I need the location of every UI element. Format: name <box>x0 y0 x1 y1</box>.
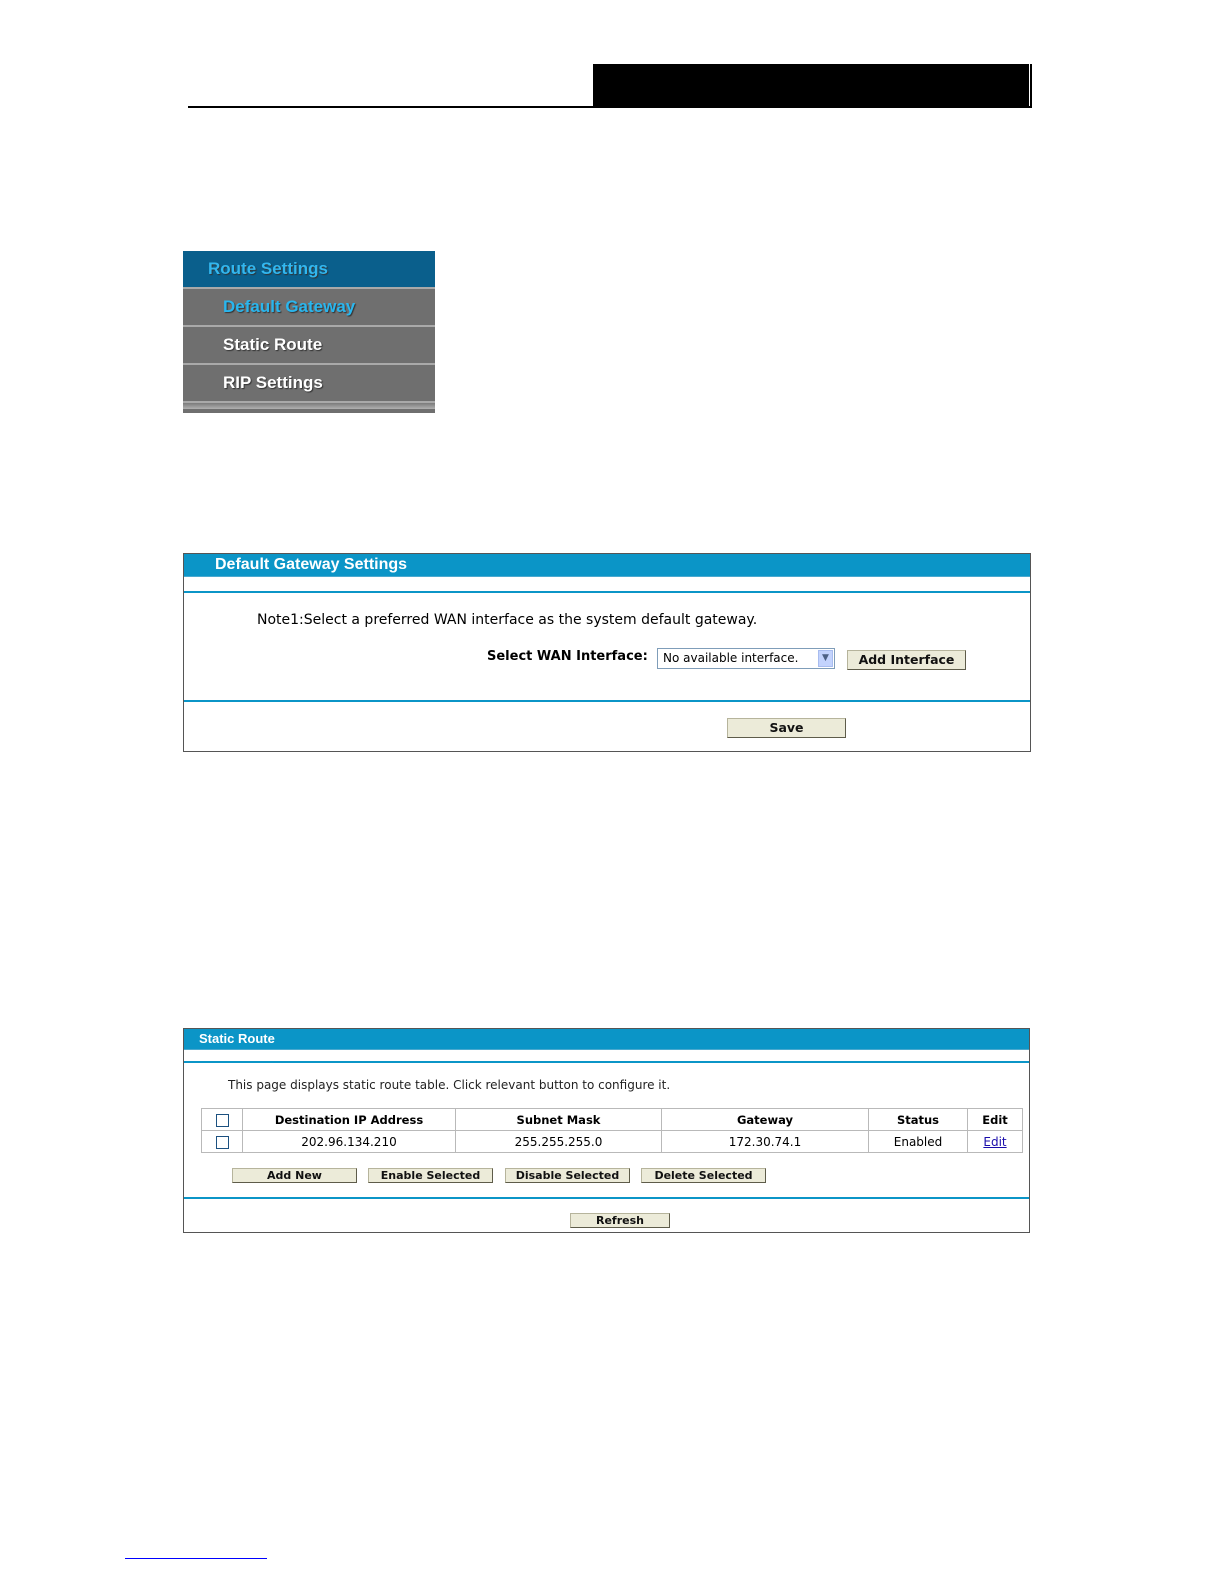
document-header-bar <box>593 64 1027 107</box>
add-interface-button[interactable]: Add Interface <box>847 650 966 670</box>
destination-cell: 202.96.134.210 <box>243 1131 456 1153</box>
menu-header-route-settings[interactable]: Route Settings <box>183 251 435 289</box>
wan-interface-select[interactable] <box>657 648 835 669</box>
enable-selected-button[interactable]: Enable Selected <box>368 1168 493 1183</box>
column-header: Subnet Mask <box>456 1109 662 1131</box>
table-row <box>202 1131 1023 1153</box>
column-header: Status <box>869 1109 968 1131</box>
row-checkbox[interactable] <box>216 1136 229 1149</box>
footnote-rule <box>125 1558 267 1559</box>
panel-divider <box>184 577 1030 593</box>
panel-divider <box>184 1050 1029 1063</box>
menu-bottom-edge <box>183 403 435 409</box>
column-header: Gateway <box>662 1109 869 1131</box>
panel-footer-divider <box>184 1197 1029 1199</box>
disable-selected-button[interactable]: Disable Selected <box>505 1168 630 1183</box>
table-header-row <box>202 1109 1023 1131</box>
chevron-down-icon[interactable]: ▼ <box>818 650 833 667</box>
document-header-rule <box>188 106 1032 108</box>
panel-footer-divider <box>184 700 1030 702</box>
column-header: Edit <box>968 1109 1023 1131</box>
edit-cell <box>968 1131 1023 1153</box>
menu-item-static-route[interactable]: Static Route <box>183 327 435 365</box>
refresh-button[interactable]: Refresh <box>570 1213 670 1228</box>
add-new-button[interactable]: Add New <box>232 1168 357 1183</box>
select-all-cell <box>202 1109 243 1131</box>
static-route-panel <box>183 1028 1030 1233</box>
select-all-checkbox[interactable] <box>216 1114 229 1127</box>
static-route-description: This page displays static route table. Click relevant button to configure it. <box>228 1078 671 1092</box>
edit-link[interactable]: Edit <box>983 1134 1007 1149</box>
menu-item-default-gateway[interactable]: Default Gateway <box>183 289 435 327</box>
panel-title: Default Gateway Settings <box>184 554 1030 577</box>
menu-item-rip-settings[interactable]: RIP Settings <box>183 365 435 403</box>
row-select-cell <box>202 1131 243 1153</box>
default-gateway-panel <box>183 553 1031 752</box>
static-route-table <box>201 1108 1023 1153</box>
document-header-edge <box>1030 64 1032 107</box>
panel-title: Static Route <box>184 1029 1029 1050</box>
gateway-note: Note1:Select a preferred WAN interface as the system default gateway. <box>257 612 758 628</box>
column-header: Destination IP Address <box>243 1109 456 1131</box>
delete-selected-button[interactable]: Delete Selected <box>641 1168 766 1183</box>
status-cell: Enabled <box>869 1131 968 1153</box>
save-button[interactable]: Save <box>727 718 846 738</box>
document-header-edge <box>1027 64 1029 107</box>
wan-interface-selected-value: No available interface. <box>663 651 799 665</box>
gateway-cell: 172.30.74.1 <box>662 1131 869 1153</box>
wan-interface-label: Select WAN Interface: <box>487 649 648 664</box>
subnet-mask-cell: 255.255.255.0 <box>456 1131 662 1153</box>
route-settings-menu <box>183 251 435 413</box>
